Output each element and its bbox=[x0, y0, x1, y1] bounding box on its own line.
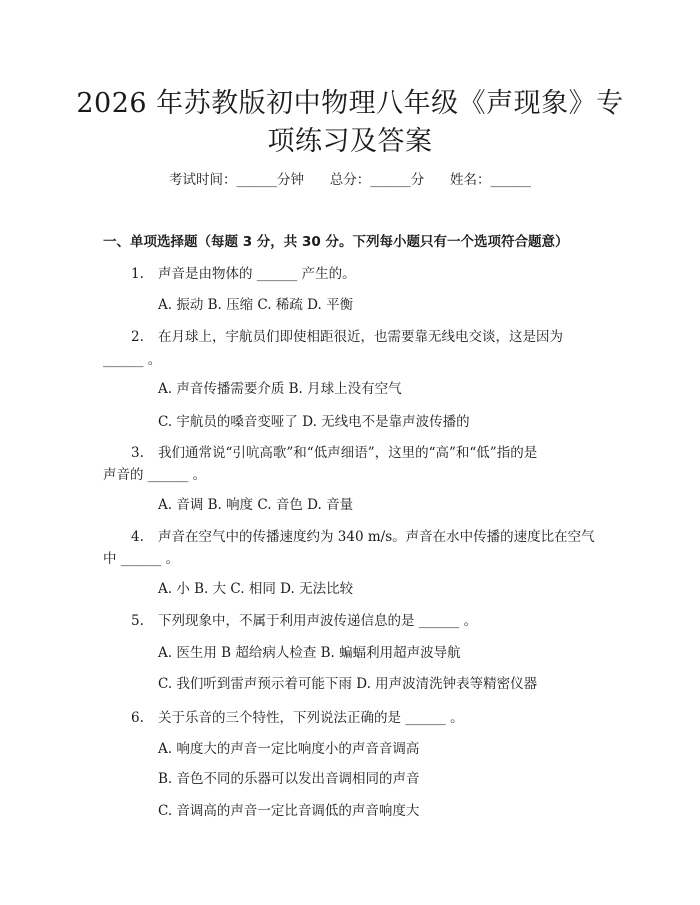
question-5-options-2: C. 我们听到雷声预示着可能下雨 D. 用声波清洗钟表等精密仪器 bbox=[158, 676, 538, 692]
question-6-stem bbox=[131, 706, 464, 726]
question-4-stem bbox=[131, 525, 595, 545]
question-text: 关于乐音的三个特性，下列说法正确的是 ______ 。 bbox=[158, 710, 464, 726]
question-number: 4. bbox=[131, 529, 144, 545]
question-number: 1. bbox=[131, 266, 144, 282]
question-text: 我们通常说“引吭高歌”和“低声细语”，这里的“高”和“低”指的是 bbox=[158, 445, 538, 461]
question-6-options-3: C. 音调高的声音一定比音调低的声音响度大 bbox=[158, 803, 420, 819]
question-number: 3. bbox=[131, 445, 144, 461]
question-5-options-1: A. 医生用 B 超给病人检查 B. 蝙蝠利用超声波导航 bbox=[158, 645, 461, 661]
exam-meta-line: 考试时间：______分钟 总分：______分 姓名：______ bbox=[169, 172, 531, 188]
question-number: 5. bbox=[131, 613, 144, 629]
question-3-options: A. 音调 B. 响度 C. 音色 D. 音量 bbox=[158, 497, 354, 513]
section-heading: 一、单项选择题（每题 3 分，共 30 分。下列每小题只有一个选项符合题意） bbox=[103, 234, 569, 250]
question-number: 6. bbox=[131, 710, 144, 726]
question-3-stem bbox=[131, 441, 537, 461]
question-6-options-1: A. 响度大的声音一定比响度小的声音音调高 bbox=[158, 741, 420, 757]
doc-title-line-2: 项练习及答案 bbox=[267, 126, 433, 157]
question-text: 下列现象中，不属于利用声波传递信息的是 ______ 。 bbox=[158, 613, 478, 629]
question-2-stem bbox=[131, 325, 563, 345]
question-4-stem-continued: 中 ______ 。 bbox=[103, 551, 180, 567]
question-text: 声音在空气中的传播速度约为 340 m/s。声音在水中传播的速度比在空气 bbox=[158, 529, 595, 545]
question-4-options: A. 小 B. 大 C. 相同 D. 无法比较 bbox=[158, 581, 354, 597]
question-1-options: A. 振动 B. 压缩 C. 稀疏 D. 平衡 bbox=[158, 297, 354, 313]
question-2-stem-continued: ______ 。 bbox=[103, 352, 162, 368]
question-2-options-1: A. 声音传播需要介质 B. 月球上没有空气 bbox=[158, 381, 402, 397]
question-6-options-2: B. 音色不同的乐器可以发出音调相同的声音 bbox=[158, 771, 420, 787]
question-3-stem-continued: 声音的 ______ 。 bbox=[103, 467, 207, 483]
question-text: 在月球上，宇航员们即使相距很近，也需要靠无线电交谈，这是因为 bbox=[158, 329, 563, 345]
doc-title-line-1: 2026 年苏教版初中物理八年级《声现象》专 bbox=[76, 88, 624, 119]
question-2-options-2: C. 宇航员的嗓音变哑了 D. 无线电不是靠声波传播的 bbox=[158, 414, 470, 430]
question-text: 声音是由物体的 ______ 产生的。 bbox=[158, 266, 356, 282]
question-number: 2. bbox=[131, 329, 144, 345]
question-5-stem bbox=[131, 609, 477, 629]
question-1-stem bbox=[131, 262, 356, 282]
